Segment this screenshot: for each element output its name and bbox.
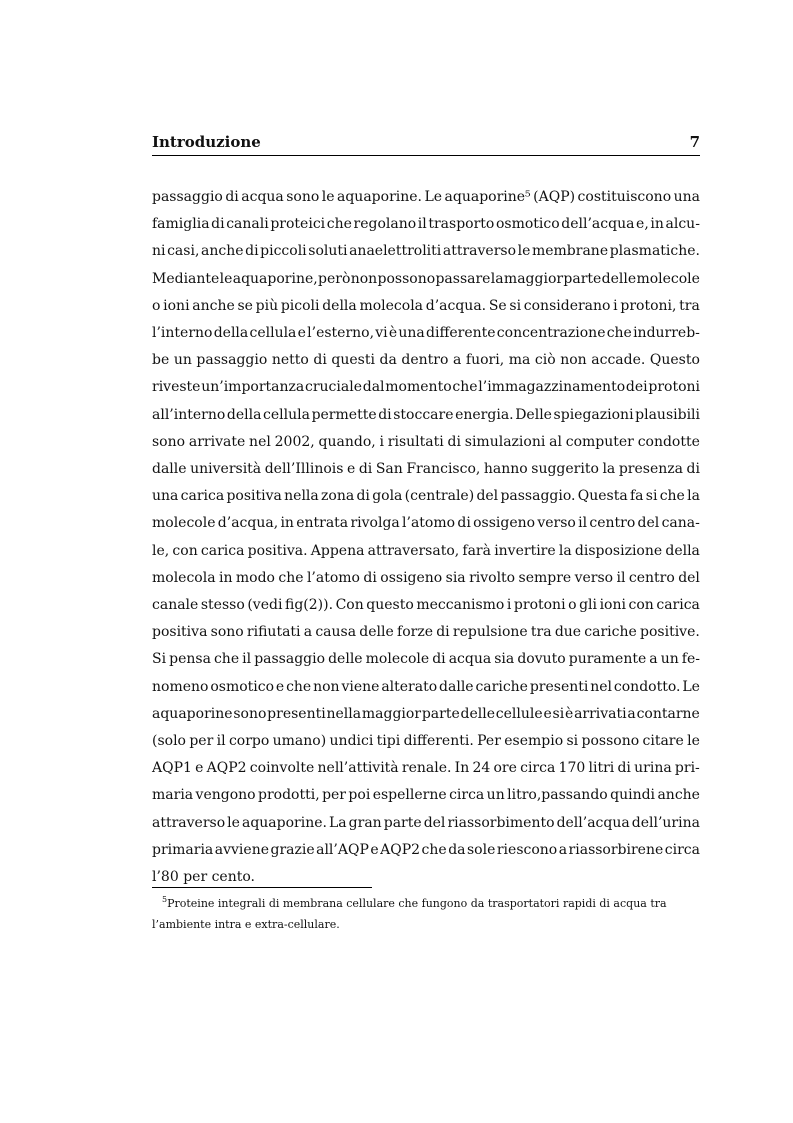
body-line: una carica positiva nella zona di gola (centrale) del passaggio. Questa fa si che la — [152, 488, 700, 505]
footnote-text-1: Proteine integrali di membrana cellulare che fungono da trasportatori rapidi di acqua tra — [167, 897, 667, 910]
body-line: Si pensa che il passaggio delle molecole di acqua sia dovuto puramente a un fe- — [152, 651, 700, 668]
body-line: maria vengono prodotti, per poi espellerne circa un litro,passando quindi anche — [152, 787, 700, 804]
body-line: famiglia di canali proteici che regolano il trasporto osmotico dell’acqua e, in alcu- — [152, 216, 700, 233]
body-line: primaria avviene grazie all’AQP e AQP2 che da sole riescono a riassorbirene circa — [152, 841, 700, 858]
body-line: positiva sono rifiutati a causa delle forze di repulsione tra due cariche positive. — [152, 624, 700, 641]
body-line: dalle università dell’Illinois e di San Francisco, hanno suggerito la presenza di — [152, 461, 700, 478]
body-line: canale stesso (vedi fig(2)). Con questo meccanismo i protoni o gli ioni con carica — [152, 597, 700, 614]
body-text — [152, 184, 700, 891]
body-line: Mediante le aquaporine, però non possono passare la maggior parte delle molecole — [152, 270, 700, 287]
footnote-marker: 5 — [162, 895, 168, 904]
body-line: AQP1 e AQP2 coinvolte nell’attività renale. In 24 ore circa 170 litri di urina pri- — [152, 760, 700, 777]
footnote — [152, 893, 700, 935]
body-line: be un passaggio netto di questi da dentro a fuori, ma ciò non accade. Questo — [152, 352, 700, 369]
page-number: 7 — [689, 133, 700, 151]
body-line: l’80 per cento. — [152, 869, 255, 886]
body-line: sono arrivate nel 2002, quando, i risultati di simulazioni al computer condotte — [152, 433, 700, 450]
body-line: all’interno della cellula permette di stoccare energia. Delle spiegazioni plausibili — [152, 406, 700, 423]
running-header — [152, 133, 700, 156]
body-line: passaggio di acqua sono le aquaporine. Le aquaporine⁵ (AQP) costituiscono una — [152, 189, 700, 205]
footnote-line-2: l’ambiente intra e extra-cellulare. — [152, 918, 340, 931]
body-line: riveste un’importanza cruciale dal momento che l’immagazzinamento dei protoni — [152, 379, 700, 396]
body-line: (solo per il corpo umano) undici tipi differenti. Per esempio si possono citare le — [152, 733, 700, 750]
body-line: attraverso le aquaporine. La gran parte del riassorbimento dell’acqua dell’urina — [152, 814, 700, 831]
body-line: molecole d’acqua, in entrata rivolga l’atomo di ossigeno verso il centro del cana- — [152, 515, 700, 532]
body-line: l’interno della cellula e l’esterno, vi è una differente concentrazione che indurreb- — [152, 325, 700, 342]
body-line: nomeno osmotico e che non viene alterato dalle cariche presenti nel condotto. Le — [152, 678, 700, 695]
footnote-line-1 — [152, 893, 700, 914]
section-title: Introduzione — [152, 133, 261, 151]
body-line: ni casi, anche di piccoli soluti anaelettroliti attraverso le membrane plasmatiche. — [152, 243, 700, 260]
body-line: le, con carica positiva. Appena attraversato, farà invertire la disposizione della — [152, 542, 700, 559]
footnote-rule — [152, 887, 372, 888]
body-line: o ioni anche se più picoli della molecola d’acqua. Se si considerano i protoni, tra — [152, 297, 700, 314]
body-line: aquaporine sono presenti nella maggior parte delle cellule e si è arrivati a contarne — [152, 705, 700, 722]
body-line: molecola in modo che l’atomo di ossigeno sia rivolto sempre verso il centro del — [152, 569, 700, 586]
